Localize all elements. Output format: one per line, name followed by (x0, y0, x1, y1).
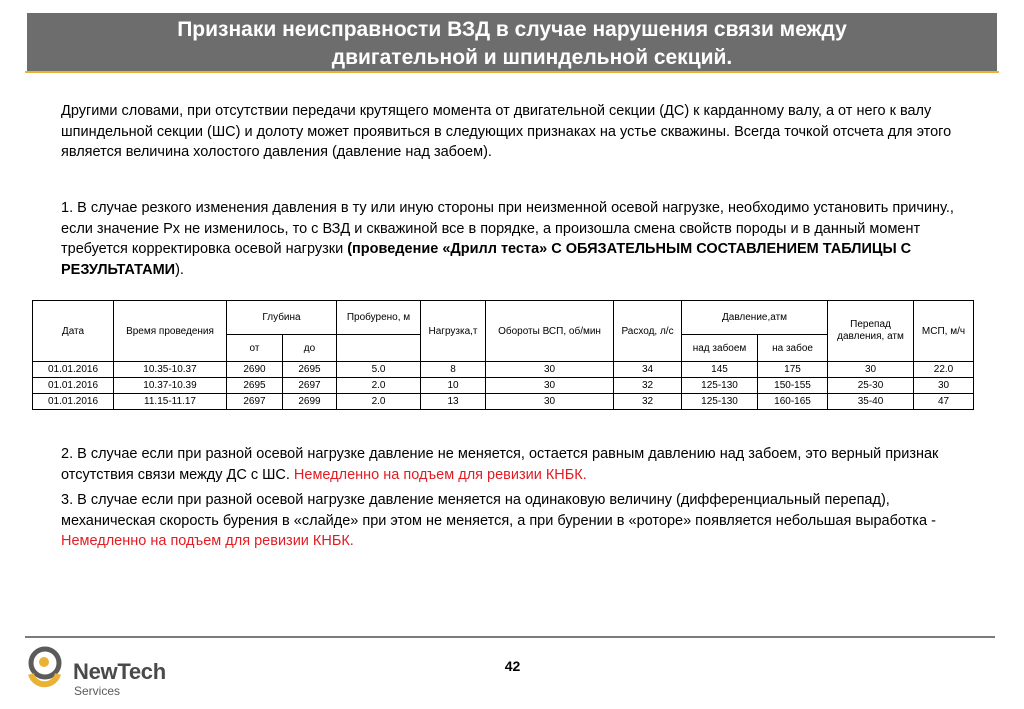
logo-subtitle: Services (74, 684, 121, 698)
header-depth-to: до (283, 335, 337, 362)
cell-depth-to: 2699 (283, 394, 337, 410)
header-diff: Перепад давления, атм (828, 301, 914, 362)
header-time: Время проведения (114, 301, 227, 362)
cell-pressure-at: 160-165 (758, 394, 828, 410)
cell-drilled: 5.0 (337, 362, 421, 378)
title-line-2: двигательной и шпиндельной секций. (331, 46, 733, 69)
cell-pressure-at: 150-155 (758, 378, 828, 394)
table-row (33, 378, 974, 394)
cell-load: 10 (421, 378, 486, 394)
point-1-paragraph (61, 198, 961, 280)
header-pressure: Давление,атм (682, 301, 828, 335)
cell-flow: 32 (614, 378, 682, 394)
cell-flow: 32 (614, 394, 682, 410)
cell-pressure-at: 175 (758, 362, 828, 378)
cell-diff: 35-40 (828, 394, 914, 410)
cell-flow: 34 (614, 362, 682, 378)
slide-title (27, 13, 997, 72)
cell-depth-from: 2697 (227, 394, 283, 410)
point-2-paragraph (61, 444, 961, 485)
header-pressure-at: на забое (758, 335, 828, 362)
cell-depth-from: 2690 (227, 362, 283, 378)
cell-msp: 47 (914, 394, 974, 410)
drill-test-table (32, 300, 974, 410)
cell-msp: 22.0 (914, 362, 974, 378)
page-number: 42 (504, 658, 521, 674)
cell-time: 11.15-11.17 (114, 394, 227, 410)
footer-divider (25, 636, 995, 638)
point-3-paragraph (61, 490, 961, 552)
cell-pressure-above: 145 (682, 362, 758, 378)
point-3-text: 3. В случае если при разной осевой нагрузке давление меняется на одинаковую величину (дифференциальный перепад), механическая скорость бурения в «слайде» при этом не меняется, а при бурении в «роторе» появляется небольшая выработка - (61, 492, 936, 529)
cell-pressure-above: 125-130 (682, 394, 758, 410)
header-drilled-empty (337, 335, 421, 362)
cell-diff: 25-30 (828, 378, 914, 394)
point-3-alert: Немедленно на подъем для ревизии КНБК. (61, 533, 354, 549)
point-1-text: 1. В случае резкого изменения давления в ту или иную стороны при неизменной осевой нагрузке, необходимо установить причину., если значение Рх не изменилось, то с ВЗД и скважиной все в порядке, а произошла смена свойств породы и в данный момент требуется корректировка осевой нагрузки (61, 200, 954, 257)
cell-date: 01.01.2016 (33, 378, 114, 394)
header-drilled: Пробурено, м (337, 301, 421, 335)
cell-pressure-above: 125-130 (682, 378, 758, 394)
point-2-alert: Немедленно на подъем для ревизии КНБК. (293, 466, 587, 483)
company-logo (24, 644, 194, 704)
point-2-text: 2. В случае если при разной осевой нагрузке давление не меняется, остается равным давлению над забоем, это верный признак отсутствия связи между ДС с ШС. (61, 446, 939, 483)
cell-rpm: 30 (486, 362, 614, 378)
cell-load: 8 (421, 362, 486, 378)
title-accent-line (25, 71, 999, 73)
header-depth-from: от (227, 335, 283, 362)
header-rpm: Обороты ВСП, об/мин (486, 301, 614, 362)
cell-rpm: 30 (486, 378, 614, 394)
cell-rpm: 30 (486, 394, 614, 410)
cell-time: 10.37-10.39 (114, 378, 227, 394)
table-row (33, 362, 974, 378)
logo-name: NewTech (73, 659, 166, 684)
point-1-tail: ). (175, 261, 184, 278)
point-1-bold: (проведение «Дрилл теста» С ОБЯЗАТЕЛЬНЫМ СОСТАВЛЕНИЕМ ТАБЛИЦЫ С РЕЗУЛЬТАТАМИ (61, 241, 912, 278)
cell-drilled: 2.0 (337, 394, 421, 410)
cell-msp: 30 (914, 378, 974, 394)
header-date: Дата (33, 301, 114, 362)
cell-depth-to: 2697 (283, 378, 337, 394)
header-load: Нагрузка,т (421, 301, 486, 362)
cell-drilled: 2.0 (337, 378, 421, 394)
cell-date: 01.01.2016 (33, 394, 114, 410)
cell-time: 10.35-10.37 (114, 362, 227, 378)
cell-depth-to: 2695 (283, 362, 337, 378)
cell-depth-from: 2695 (227, 378, 283, 394)
title-line-1: Признаки неисправности ВЗД в случае нарушения связи между (177, 18, 847, 41)
newtech-logo-icon (24, 644, 74, 694)
intro-paragraph: Другими словами, при отсутствии передачи крутящего момента от двигательной секции (ДС) к карданному валу, а от него к валу шпиндельной секции (ШС) и долоту может проявиться в следующих признаках на устье скважины. Всегда точкой отсчета для этого является величина холостого давления (давление над забоем). (61, 103, 952, 160)
header-depth: Глубина (227, 301, 337, 335)
header-flow: Расход, л/с (614, 301, 682, 362)
header-msp: МСП, м/ч (914, 301, 974, 362)
table-row (33, 394, 974, 410)
cell-load: 13 (421, 394, 486, 410)
cell-date: 01.01.2016 (33, 362, 114, 378)
header-pressure-above: над забоем (682, 335, 758, 362)
cell-diff: 30 (828, 362, 914, 378)
